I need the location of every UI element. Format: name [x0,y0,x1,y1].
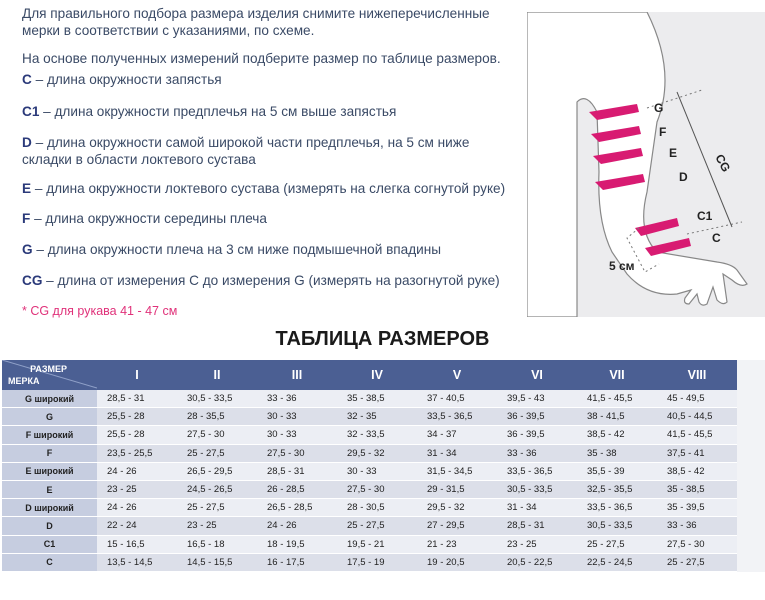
table-cell: 31,5 - 34,5 [417,462,497,480]
arm-diagram [527,12,765,317]
label-c: C [712,231,721,245]
table-cell: 22 - 24 [97,517,177,535]
size-header: V [417,360,497,390]
table-cell: 30 - 33 [257,408,337,426]
table-cell: 24 - 26 [257,517,337,535]
row-label: D широкий [2,499,97,517]
table-cell: 45 - 49,5 [657,390,737,408]
table-cell: 38,5 - 42 [577,426,657,444]
table-cell: 38,5 - 42 [657,462,737,480]
table-cell: 30,5 - 33,5 [577,517,657,535]
label-d: D [679,170,688,184]
table-cell: 33,5 - 36,5 [497,462,577,480]
table-cell: 38 - 41,5 [577,408,657,426]
table-cell: 14,5 - 15,5 [177,553,257,571]
table-cell: 25 - 27,5 [657,553,737,571]
size-header: VI [497,360,577,390]
table-cell: 35 - 39,5 [657,499,737,517]
table-cell: 32 - 35 [337,408,417,426]
table-cell: 27 - 29,5 [417,517,497,535]
table-cell: 25,5 - 28 [97,408,177,426]
row-label: G [2,408,97,426]
table-cell: 25 - 27,5 [577,535,657,553]
table-row [2,535,737,553]
table-cell: 28 - 35,5 [177,408,257,426]
cg-note: * CG для рукава 41 - 47 см [22,304,178,318]
label-5cm: 5 см [609,259,635,273]
table-cell: 26,5 - 29,5 [177,462,257,480]
label-e: E [669,146,678,160]
table-cell: 23 - 25 [97,480,177,498]
table-cell: 17,5 - 19 [337,553,417,571]
table-cell: 28,5 - 31 [497,517,577,535]
table-cell: 35,5 - 39 [577,462,657,480]
table-body [2,390,737,571]
table-cell: 24,5 - 26,5 [177,480,257,498]
label-cg: CG [712,151,734,175]
row-label: E [2,480,97,498]
table-cell: 16 - 17,5 [257,553,337,571]
table-cell: 19,5 - 21 [337,535,417,553]
table-cell: 25 - 27,5 [337,517,417,535]
table-cell: 35 - 38 [577,444,657,462]
table-cell: 24 - 26 [97,499,177,517]
table-cell: 25,5 - 28 [97,426,177,444]
table-cell: 37 - 40,5 [417,390,497,408]
table-cell: 33,5 - 36,5 [417,408,497,426]
table-row [2,499,737,517]
size-header: VII [577,360,657,390]
row-label: F [2,444,97,462]
table-cell: 23 - 25 [177,517,257,535]
table-cell: 33 - 36 [657,517,737,535]
table-cell: 27,5 - 30 [337,480,417,498]
side-strip [737,360,765,572]
table-cell: 25 - 27,5 [177,444,257,462]
legend-item-f: F – длина окружности середины плеча [22,211,267,226]
table-cell: 40,5 - 44,5 [657,408,737,426]
table-cell: 28 - 30,5 [337,499,417,517]
size-header: II [177,360,257,390]
size-header: IV [337,360,417,390]
table-cell: 31 - 34 [497,499,577,517]
label-f: F [659,125,667,139]
table-cell: 41,5 - 45,5 [577,390,657,408]
legend-item-d: D – длина окружности самой широкой части предплечья, на 5 см ниже складки в области локтевого сустава [22,135,470,167]
table-row [2,462,737,480]
table-row [2,426,737,444]
legend-item-e: E – длина окружности локтевого сустава (измерять на слегка согнутой руке) [22,181,506,196]
table-cell: 27,5 - 30 [177,426,257,444]
table-cell: 41,5 - 45,5 [657,426,737,444]
table-corner-cell [2,360,97,390]
row-label: E широкий [2,462,97,480]
size-table [2,360,737,572]
size-header: III [257,360,337,390]
table-cell: 32,5 - 35,5 [577,480,657,498]
instructions [22,6,512,80]
row-label: G широкий [2,390,97,408]
table-cell: 39,5 - 43 [497,390,577,408]
table-cell: 18 - 19,5 [257,535,337,553]
table-cell: 26,5 - 28,5 [257,499,337,517]
table-cell: 24 - 26 [97,462,177,480]
corner-size-label: РАЗМЕР [30,364,67,374]
size-header: I [97,360,177,390]
table-cell: 26 - 28,5 [257,480,337,498]
legend-item-cg: CG – длина от измерения C до измерения G (измерять на разогнутой руке) [22,273,500,288]
legend-item-g: G – длина окружности плеча на 3 см ниже подмышечной впадины [22,242,442,257]
table-cell: 29,5 - 32 [417,499,497,517]
label-c1: C1 [697,209,713,223]
table-cell: 13,5 - 14,5 [97,553,177,571]
corner-measure-label: МЕРКА [8,376,40,386]
legend-item-c1: C1 – длина окружности предплечья на 5 см выше запястья [22,104,397,119]
table-cell: 33,5 - 36,5 [577,499,657,517]
table-cell: 35 - 38,5 [657,480,737,498]
instruction-paragraph-1: Для правильного подбора размера изделия снимите нижеперечисленные мерки в соответствии с указаниями, по схеме. [22,6,490,38]
table-cell: 23 - 25 [497,535,577,553]
instruction-paragraph-2: На основе полученных измерений подберите размер по таблице размеров. [22,51,501,66]
table-header-row [2,360,737,390]
row-label: F широкий [2,426,97,444]
table-cell: 30 - 33 [337,462,417,480]
table-cell: 30 - 33 [257,426,337,444]
table-cell: 32 - 33,5 [337,426,417,444]
table-cell: 25 - 27,5 [177,499,257,517]
table-cell: 28,5 - 31 [257,462,337,480]
table-row [2,408,737,426]
table-cell: 36 - 39,5 [497,408,577,426]
table-cell: 23,5 - 25,5 [97,444,177,462]
table-cell: 35 - 38,5 [337,390,417,408]
table-cell: 29,5 - 32 [337,444,417,462]
table-cell: 28,5 - 31 [97,390,177,408]
table-cell: 19 - 20,5 [417,553,497,571]
table-cell: 31 - 34 [417,444,497,462]
table-row [2,480,737,498]
table-row [2,444,737,462]
table-cell: 30,5 - 33,5 [177,390,257,408]
table-cell: 34 - 37 [417,426,497,444]
label-g: G [654,101,664,115]
table-cell: 22,5 - 24,5 [577,553,657,571]
table-title: ТАБЛИЦА РАЗМЕРОВ [275,328,490,350]
table-cell: 20,5 - 22,5 [497,553,577,571]
table-cell: 15 - 16,5 [97,535,177,553]
table-row [2,517,737,535]
arm-illustration [527,12,765,317]
table-cell: 16,5 - 18 [177,535,257,553]
legend-item-c: C – длина окружности запястья [22,72,222,87]
table-row [2,390,737,408]
row-label: C1 [2,535,97,553]
row-label: C [2,553,97,571]
table-cell: 21 - 23 [417,535,497,553]
table-cell: 29 - 31,5 [417,480,497,498]
table-cell: 33 - 36 [497,444,577,462]
table-cell: 27,5 - 30 [257,444,337,462]
row-label: D [2,517,97,535]
size-header: VIII [657,360,737,390]
table-cell: 27,5 - 30 [657,535,737,553]
table-cell: 36 - 39,5 [497,426,577,444]
table-cell: 30,5 - 33,5 [497,480,577,498]
table-cell: 37,5 - 41 [657,444,737,462]
arm-shape [527,12,747,317]
table-row [2,553,737,571]
table-cell: 33 - 36 [257,390,337,408]
